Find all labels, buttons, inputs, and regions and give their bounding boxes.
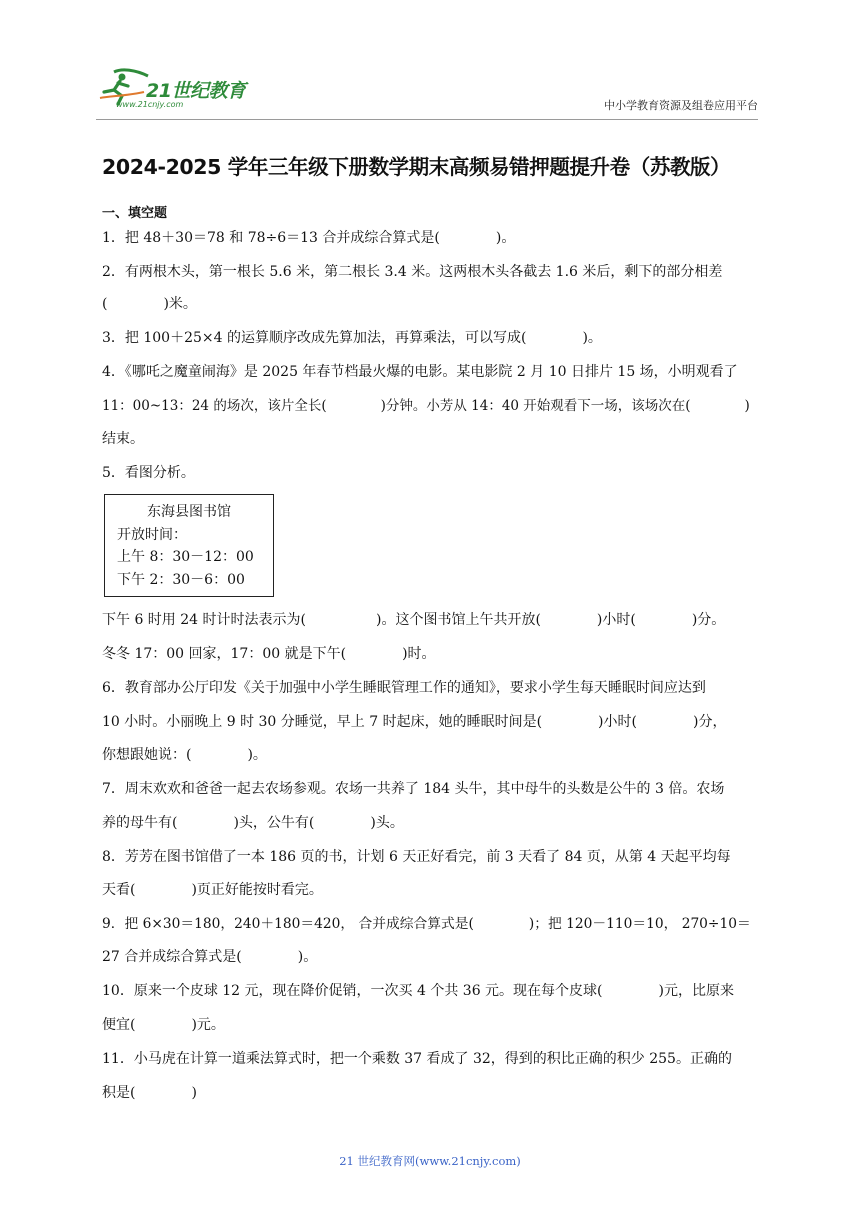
question-line: 6．教育部办公厅印发《关于加强中小学生睡眠管理工作的通知》，要求小学生每天睡眠时间应达到 — [102, 680, 706, 696]
question-line: 11．小马虎在计算一道乘法算式时，把一个乘数 37 看成了 32，得到的积比正确的积少 255。正确的 — [102, 1051, 732, 1067]
notice-line: 开放时间： — [117, 526, 187, 543]
question-line: ( )米。 — [102, 296, 197, 312]
logo-text: 21世纪教育 — [146, 80, 246, 102]
page-title: 2024-2025 学年三年级下册数学期末高频易错押题提升卷（苏教版） — [102, 155, 731, 179]
question-line: 10 小时。小丽晚上 9 时 30 分睡觉，早上 7 时起床，她的睡眠时间是( )小时( )分， — [102, 714, 727, 730]
footer-link[interactable]: 21 世纪教育网(www.21cnjy.com) — [339, 1154, 521, 1168]
logo-url: www.21cnjy.com — [116, 100, 184, 109]
question-line: 便宜( )元。 — [102, 1017, 225, 1033]
question-line: 4．《哪吒之魔童闹海》是 2025 年春节档最火爆的电影。某电影院 2 月 10 日排片 15 场，小明观看了 — [102, 364, 738, 380]
question-line: 5．看图分析。 — [102, 465, 195, 481]
library-hours-notice — [104, 494, 274, 597]
question-line: 3．把 100＋25×4 的运算顺序改成先算加法，再算乘法，可以写成( )。 — [102, 330, 602, 346]
platform-name: 中小学教育资源及组卷应用平台 — [604, 99, 758, 112]
notice-line: 上午 8：30－12：00 — [117, 549, 254, 565]
question-line: 7．周末欢欢和爸爸一起去农场参观。农场一共养了 184 头牛，其中母牛的头数是公牛的 3 倍。农场 — [102, 781, 725, 797]
question-line: 积是( ) — [102, 1085, 197, 1101]
question-line: 8．芳芳在图书馆借了一本 186 页的书，计划 6 天正好看完，前 3 天看了 84 页，从第 4 天起平均每 — [102, 849, 731, 865]
site-logo[interactable] — [96, 66, 266, 112]
question-line: 11：00~13：24 的场次，该片全长( )分钟。小芳从 14：40 开始观看下一场，该场次在( ) — [102, 398, 750, 414]
notice-title: 东海县图书馆 — [147, 504, 231, 520]
section-heading: 一、填空题 — [102, 206, 168, 221]
question-line: 2．有两根木头，第一根长 5.6 米，第二根长 3.4 米。这两根木头各截去 1.6 米后，剩下的部分相差 — [102, 264, 723, 280]
question-line: 你想跟她说：( )。 — [102, 747, 267, 763]
notice-line: 下午 2：30－6：00 — [117, 571, 245, 588]
question-line: 27 合并成综合算式是( )。 — [102, 949, 318, 965]
question-line: 下午 6 时用 24 时计时法表示为( )。这个图书馆上午共开放( )小时( )分。 — [102, 612, 726, 628]
question-line: 结束。 — [102, 431, 144, 447]
page-header — [96, 66, 758, 114]
question-line: 天看( )页正好能按时看完。 — [102, 882, 323, 898]
question-line: 养的母牛有( )头，公牛有( )头。 — [102, 815, 404, 831]
question-line: 1．把 48＋30＝78 和 78÷6＝13 合并成综合算式是( )。 — [102, 230, 516, 246]
question-line: 冬冬 17：00 回家，17：00 就是下午( )时。 — [102, 646, 436, 662]
header-divider — [96, 119, 758, 120]
question-line: 10．原来一个皮球 12 元，现在降价促销，一次买 4 个共 36 元。现在每个皮球( )元，比原来 — [102, 983, 734, 999]
question-line: 9．把 6×30＝180，240＋180＝420， 合并成综合算式是( )；把 120－110＝10， 270÷10＝ — [102, 916, 751, 932]
